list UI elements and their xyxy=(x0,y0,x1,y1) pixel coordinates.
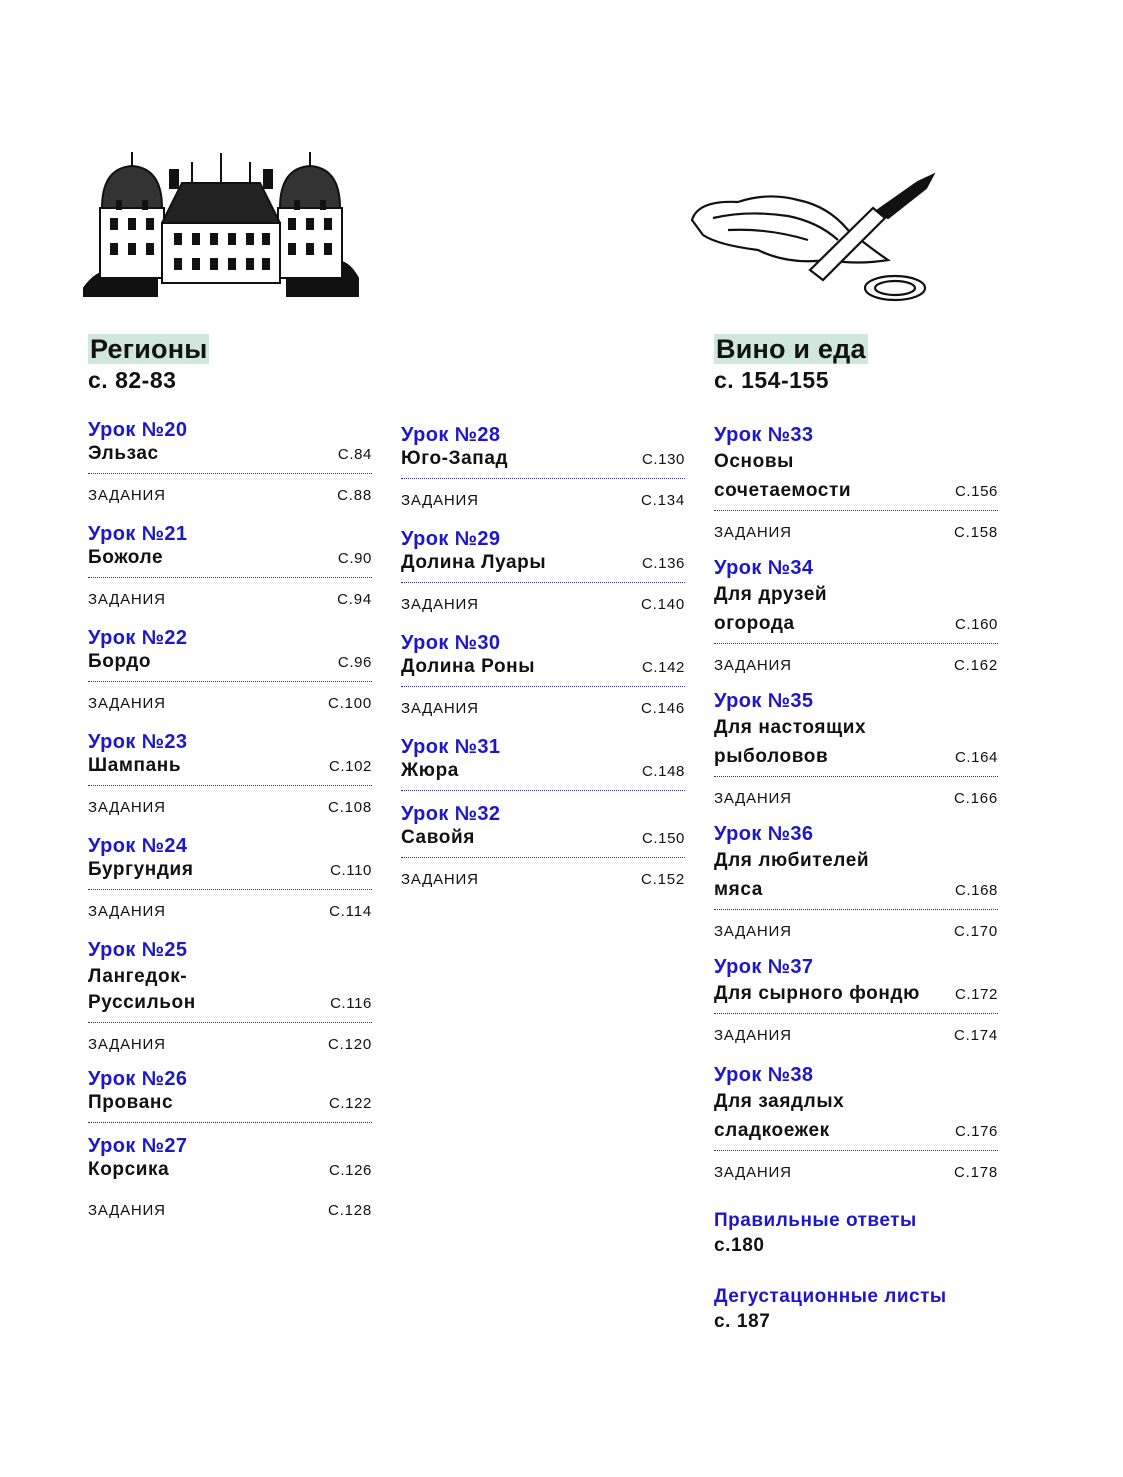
task-label: ЗАДАНИЯ xyxy=(88,1036,166,1053)
task-label: ЗАДАНИЯ xyxy=(88,799,166,816)
lesson-25[interactable] xyxy=(88,938,372,1067)
lesson-page: С.168 xyxy=(954,882,998,899)
lesson-title: Савойя xyxy=(401,827,475,848)
task-label: ЗАДАНИЯ xyxy=(401,492,479,509)
toc-column-2 xyxy=(401,423,685,906)
task-page: С.174 xyxy=(953,1027,998,1044)
lesson-number: Урок №36 xyxy=(714,823,814,845)
lesson-number: Урок №33 xyxy=(714,424,814,446)
lesson-title: огорода xyxy=(714,613,795,634)
lesson-title: сладкоежек xyxy=(714,1120,830,1141)
regions-header xyxy=(88,334,209,394)
lesson-title: Жюра xyxy=(401,760,459,781)
lesson-title: Для сырного фондю xyxy=(714,983,920,1004)
task-page: С.114 xyxy=(329,903,372,920)
lesson-number: Урок №21 xyxy=(88,523,188,545)
task-label: ЗАДАНИЯ xyxy=(714,1027,792,1044)
lesson-title: Руссильон xyxy=(88,992,196,1013)
task-page: С.140 xyxy=(640,596,685,613)
lesson-number: Урок №34 xyxy=(714,557,814,579)
lesson-title: Бордо xyxy=(88,651,152,672)
lesson-page: С.84 xyxy=(337,446,372,463)
task-page: С.134 xyxy=(640,492,685,509)
lesson-number: Урок №28 xyxy=(401,424,501,446)
task-page: С.88 xyxy=(337,487,372,504)
lesson-page: С.96 xyxy=(337,654,372,671)
lesson-number: Урок №30 xyxy=(401,632,501,654)
lesson-33[interactable] xyxy=(714,423,998,556)
task-page: С.178 xyxy=(953,1164,998,1181)
regions-title: Регионы xyxy=(90,334,208,364)
task-page: С.94 xyxy=(337,591,372,608)
lesson-number: Урок №20 xyxy=(88,419,188,441)
lesson-title-line1: Лангедок- xyxy=(88,966,188,987)
lesson-title-line1: Для настоящих xyxy=(714,717,867,738)
toc-column-3 xyxy=(714,423,998,1334)
task-page: С.166 xyxy=(953,790,998,807)
task-page: С.162 xyxy=(953,657,998,674)
lesson-29[interactable] xyxy=(401,527,685,631)
lesson-title: Юго-Запад xyxy=(401,448,509,469)
lesson-page: С.116 xyxy=(330,995,372,1012)
lesson-number: Урок №26 xyxy=(88,1068,188,1090)
lesson-35[interactable] xyxy=(714,689,998,822)
task-page: С.108 xyxy=(327,799,372,816)
lesson-page: С.90 xyxy=(337,550,372,567)
answers-page: с.180 xyxy=(714,1235,765,1256)
task-label: ЗАДАНИЯ xyxy=(401,871,479,888)
task-label: ЗАДАНИЯ xyxy=(714,790,792,807)
lesson-page: С.148 xyxy=(641,763,685,780)
lesson-page: С.164 xyxy=(954,749,998,766)
lesson-title: Шампань xyxy=(88,755,182,776)
lesson-27[interactable] xyxy=(88,1134,372,1238)
lesson-number: Урок №25 xyxy=(88,939,188,961)
wine-food-pages: с. 154-155 xyxy=(714,367,829,393)
lesson-title: Эльзас xyxy=(88,443,159,464)
castle-illustration xyxy=(82,148,360,298)
lesson-38[interactable] xyxy=(714,1063,998,1209)
lesson-number: Урок №27 xyxy=(88,1135,188,1157)
task-page: С.170 xyxy=(953,923,998,940)
task-page: С.120 xyxy=(327,1036,372,1053)
lesson-page: С.172 xyxy=(954,986,998,1003)
task-page: С.128 xyxy=(327,1202,372,1219)
lesson-page: С.110 xyxy=(330,862,372,879)
task-label: ЗАДАНИЯ xyxy=(88,487,166,504)
lesson-title: Корсика xyxy=(88,1159,170,1180)
lesson-page: С.136 xyxy=(641,555,685,572)
task-label: ЗАДАНИЯ xyxy=(714,657,792,674)
lesson-title-line1: Для друзей xyxy=(714,584,828,605)
lesson-32[interactable] xyxy=(401,802,685,906)
lesson-title: рыболовов xyxy=(714,746,829,767)
lesson-title-line1: Для заядлых xyxy=(714,1091,845,1112)
lesson-21[interactable] xyxy=(88,522,372,626)
lesson-title: Долина Роны xyxy=(401,656,536,677)
lesson-page: С.126 xyxy=(328,1162,372,1179)
lesson-page: С.156 xyxy=(954,483,998,500)
task-label: ЗАДАНИЯ xyxy=(88,1202,166,1219)
tasting-title: Дегустационные листы xyxy=(714,1286,947,1307)
task-page: С.146 xyxy=(640,700,685,717)
lesson-30[interactable] xyxy=(401,631,685,735)
task-page: С.158 xyxy=(953,524,998,541)
wine-food-title: Вино и еда xyxy=(716,334,866,364)
lesson-page: С.176 xyxy=(954,1123,998,1140)
lesson-page: С.142 xyxy=(641,659,685,676)
wine-food-header xyxy=(714,334,868,394)
lesson-number: Урок №22 xyxy=(88,627,188,649)
task-label: ЗАДАНИЯ xyxy=(714,1164,792,1181)
task-label: ЗАДАНИЯ xyxy=(401,596,479,613)
lesson-number: Урок №38 xyxy=(714,1064,814,1086)
lesson-31[interactable] xyxy=(401,735,685,802)
lesson-title: Долина Луары xyxy=(401,552,547,573)
lesson-title: сочетаемости xyxy=(714,480,852,501)
lesson-number: Урок №37 xyxy=(714,956,814,978)
task-page: С.152 xyxy=(640,871,685,888)
lesson-title: Бургундия xyxy=(88,859,194,880)
lesson-36[interactable] xyxy=(714,822,998,955)
toc-column-1 xyxy=(88,418,372,1238)
lesson-page: С.130 xyxy=(641,451,685,468)
task-label: ЗАДАНИЯ xyxy=(714,524,792,541)
lesson-24[interactable] xyxy=(88,834,372,938)
tasting-page: с. 187 xyxy=(714,1311,771,1332)
lesson-37[interactable] xyxy=(714,955,998,1063)
lesson-title-line1: Для любителей xyxy=(714,850,870,871)
lesson-34[interactable] xyxy=(714,556,998,689)
lesson-28[interactable] xyxy=(401,423,685,527)
lesson-number: Урок №31 xyxy=(401,736,501,758)
lesson-page: С.150 xyxy=(641,830,685,847)
lesson-number: Урок №23 xyxy=(88,731,188,753)
lesson-number: Урок №29 xyxy=(401,528,501,550)
lesson-26[interactable] xyxy=(88,1067,372,1134)
lesson-22[interactable] xyxy=(88,626,372,730)
lesson-20[interactable] xyxy=(88,418,372,522)
lesson-page: С.160 xyxy=(954,616,998,633)
lesson-number: Урок №35 xyxy=(714,690,814,712)
lesson-title-line1: Основы xyxy=(714,451,794,472)
lesson-page: С.122 xyxy=(328,1095,372,1112)
task-label: ЗАДАНИЯ xyxy=(714,923,792,940)
lesson-title: мяса xyxy=(714,879,763,900)
answers-title: Правильные ответы xyxy=(714,1210,917,1231)
tasting-sheets-entry[interactable] xyxy=(714,1285,998,1334)
lesson-title: Прованс xyxy=(88,1092,174,1113)
task-page: С.100 xyxy=(327,695,372,712)
lesson-title: Божоле xyxy=(88,547,164,568)
task-label: ЗАДАНИЯ xyxy=(88,591,166,608)
lesson-number: Урок №32 xyxy=(401,803,501,825)
lesson-number: Урок №24 xyxy=(88,835,188,857)
task-label: ЗАДАНИЯ xyxy=(401,700,479,717)
regions-pages: с. 82-83 xyxy=(88,367,177,393)
answers-entry[interactable] xyxy=(714,1209,998,1285)
task-label: ЗАДАНИЯ xyxy=(88,695,166,712)
dish-illustration xyxy=(688,170,940,305)
task-label: ЗАДАНИЯ xyxy=(88,903,166,920)
lesson-page: С.102 xyxy=(328,758,372,775)
lesson-23[interactable] xyxy=(88,730,372,834)
